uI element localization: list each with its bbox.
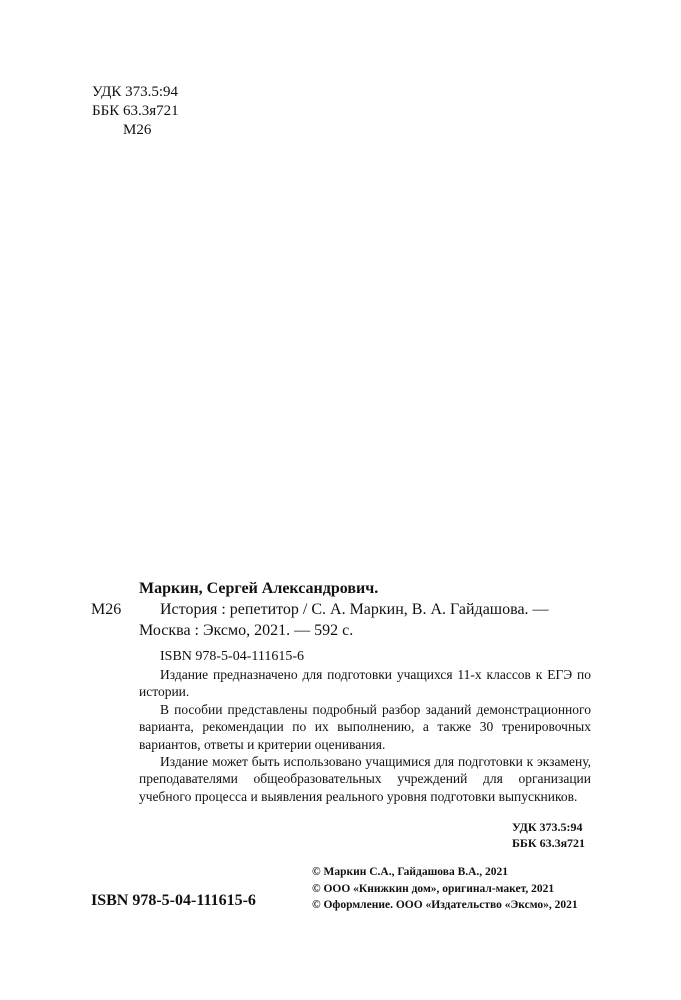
record-author-mark: М26 <box>91 601 122 618</box>
classification-block <box>92 83 179 140</box>
bbk-code: ББК 63.3я721 <box>92 103 179 119</box>
annotation-paragraph: Издание предназначено для подготовки учащихся 11-х классов к ЕГЭ по истории. <box>139 667 591 700</box>
annotation <box>139 666 591 805</box>
record-isbn: ISBN 978-5-04-111615-6 <box>160 649 305 664</box>
copyright-line: © Оформление. ООО «Издательство «Эксмо», 2021 <box>312 899 578 911</box>
copyright-line: © ООО «Книжкин дом», оригинал-макет, 2021 <box>312 882 555 895</box>
record-publication: Москва : Эксмо, 2021. — 592 с. <box>139 622 354 639</box>
record-author: Маркин, Сергей Александрович. <box>139 580 379 597</box>
copyright-line: © Маркин С.А., Гайдашова В.А., 2021 <box>312 866 509 878</box>
bottom-udk: УДК 373.5:94 <box>512 820 583 834</box>
udk-code: УДК 373.5:94 <box>92 84 179 100</box>
isbn-large: ISBN 978-5-04-111615-6 <box>91 892 256 909</box>
annotation-paragraph: Издание может быть использовано учащимися для подготовки к экзамену, преподавателями общеобразовательных учреждений для организации учебного процесса и выявления реального уровня подготовки выпускников. <box>139 754 591 804</box>
record-title: История : репетитор / С. А. Маркин, В. А. Гайдашова. — <box>160 601 549 618</box>
bottom-bbk: ББК 63.3я721 <box>512 836 586 850</box>
author-mark: М26 <box>123 122 152 138</box>
bottom-classification <box>512 819 585 851</box>
annotation-paragraph: В пособии представлены подробный разбор заданий демонстрационного варианта, рекомендации по их выполнению, а также 30 тренировочных вариантов, ответы и критерии оценивания. <box>139 701 591 752</box>
copyright-block <box>312 864 578 914</box>
